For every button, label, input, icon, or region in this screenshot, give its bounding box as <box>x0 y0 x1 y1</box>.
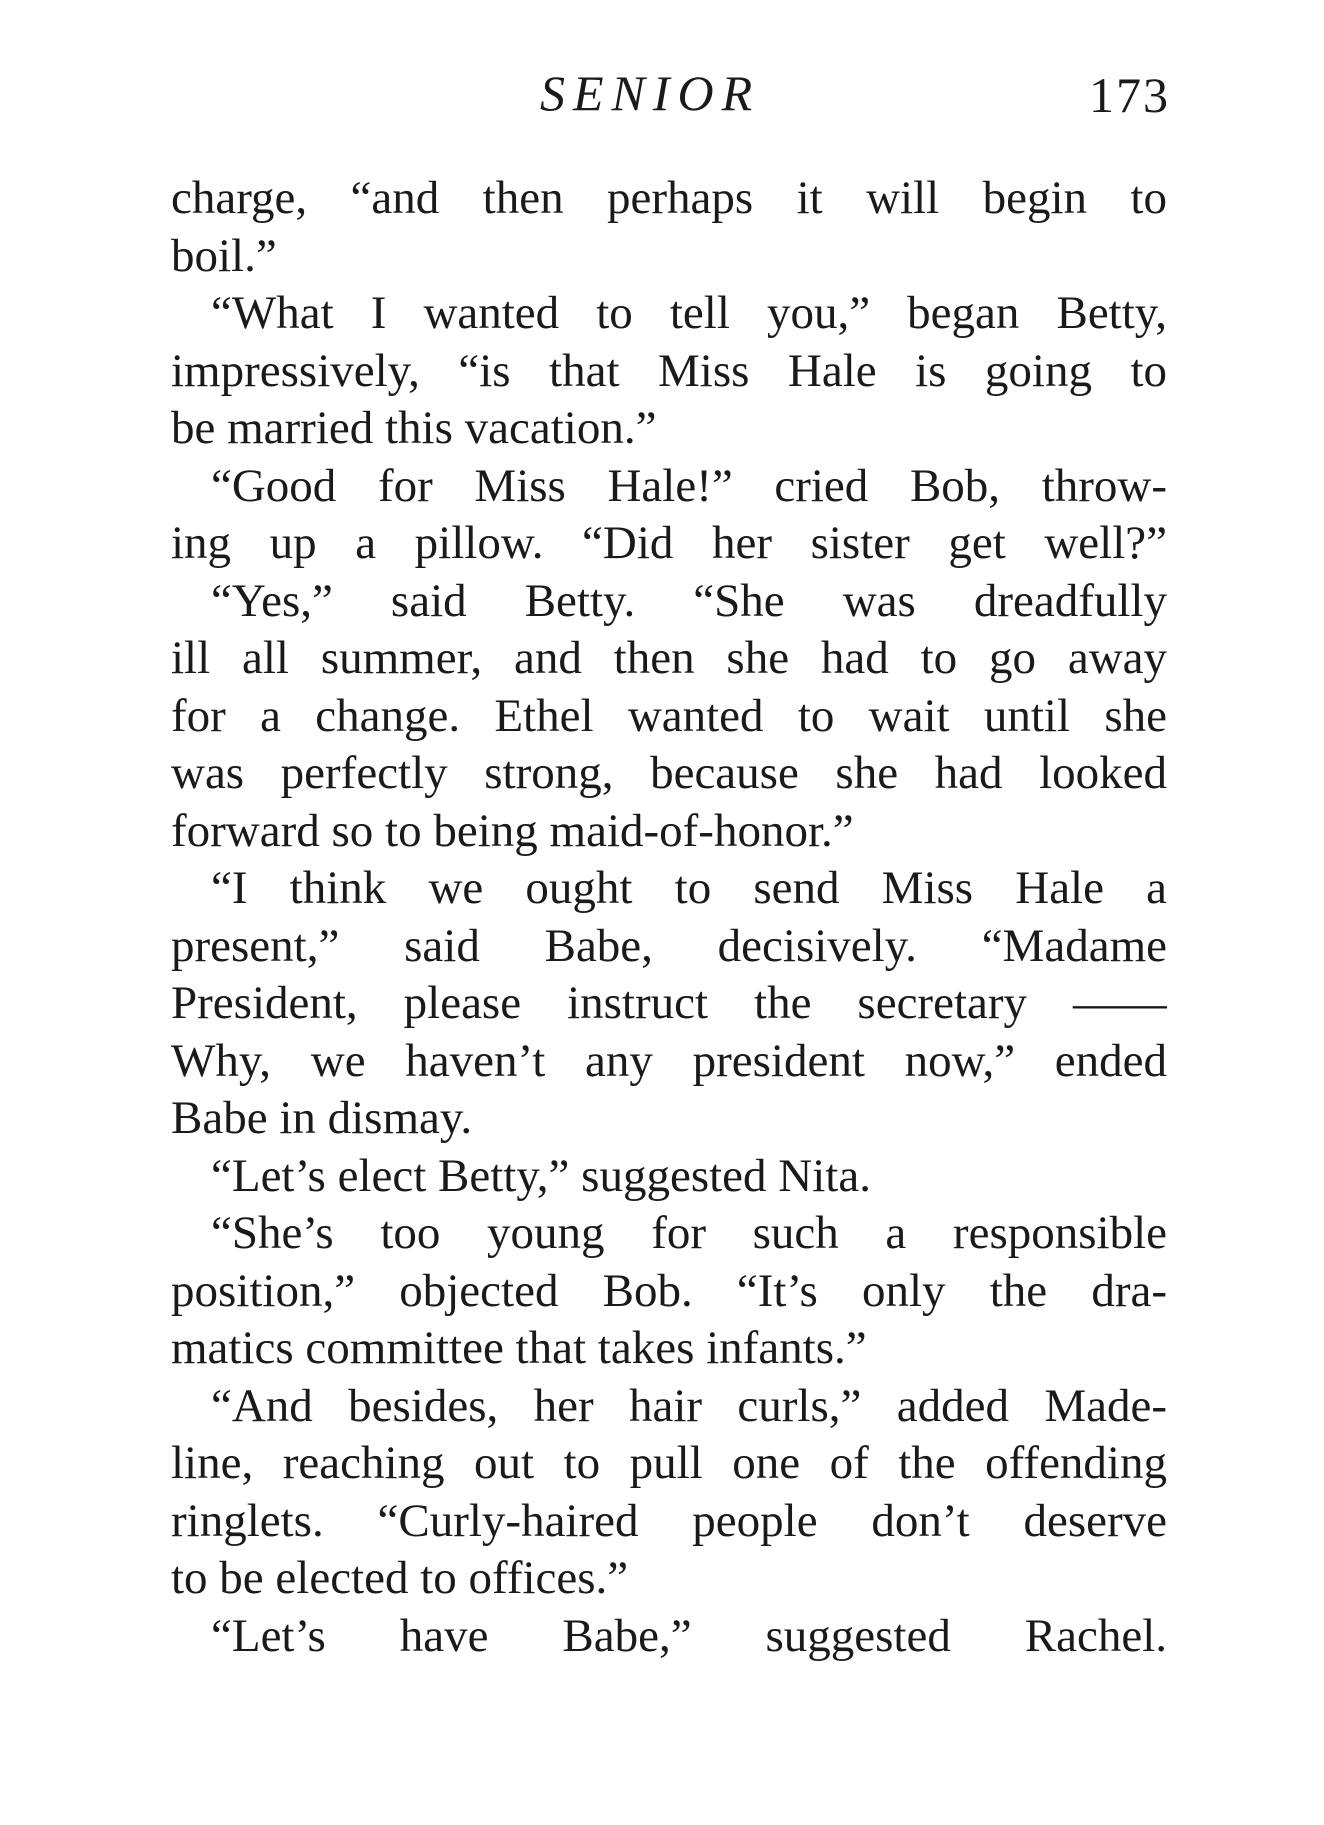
text-line: ill all summer, and then she had to go away <box>171 632 1167 684</box>
text-line: was perfectly strong, because she had looked <box>171 747 1167 799</box>
text-line: to be elected to offices.” <box>171 1552 629 1604</box>
page-number: 173 <box>1089 67 1170 123</box>
text-line: for a change. Ethel wanted to wait until she <box>171 689 1167 742</box>
text-line: “And besides, her hair curls,” added Made- <box>211 1379 1167 1432</box>
text-line: charge, “and then perhaps it will begin to <box>171 172 1167 224</box>
body-text <box>171 170 1167 1665</box>
running-title: SENIOR <box>540 65 761 121</box>
text-line: “Good for Miss Hale!” cried Bob, throw- <box>211 459 1167 512</box>
text-line: Why, we haven’t any president now,” ended <box>171 1034 1167 1087</box>
text-line: ringlets. “Curly-haired people don’t deserve <box>171 1494 1167 1547</box>
text-line: “Yes,” said Betty. “She was dreadfully <box>211 574 1167 627</box>
text-line: be married this vacation.” <box>171 402 657 454</box>
text-line: “Let’s elect Betty,” suggested Nita. <box>211 1149 871 1202</box>
text-line: impressively, “is that Miss Hale is going to <box>171 344 1167 397</box>
text-line: “What I wanted to tell you,” began Betty, <box>211 287 1167 339</box>
text-line: “She’s too young for such a responsible <box>211 1207 1167 1259</box>
text-line: forward so to being maid-of-honor.” <box>171 804 854 857</box>
text-line: “I think we ought to send Miss Hale a <box>211 862 1167 914</box>
text-line: line, reaching out to pull one of the offending <box>171 1437 1167 1489</box>
text-line: boil.” <box>171 229 277 282</box>
text-line: ing up a pillow. “Did her sister get well?” <box>171 517 1167 569</box>
text-line: matics committee that takes infants.” <box>171 1322 867 1374</box>
text-line: “Let’s have Babe,” suggested Rachel. <box>211 1609 1167 1662</box>
running-head <box>170 64 1170 124</box>
text-line: Babe in dismay. <box>171 1092 473 1144</box>
text-line: position,” objected Bob. “It’s only the dra- <box>171 1264 1167 1317</box>
text-line: present,” said Babe, decisively. “Madame <box>171 919 1167 972</box>
text-line: President, please instruct the secretary —— <box>171 977 1167 1029</box>
